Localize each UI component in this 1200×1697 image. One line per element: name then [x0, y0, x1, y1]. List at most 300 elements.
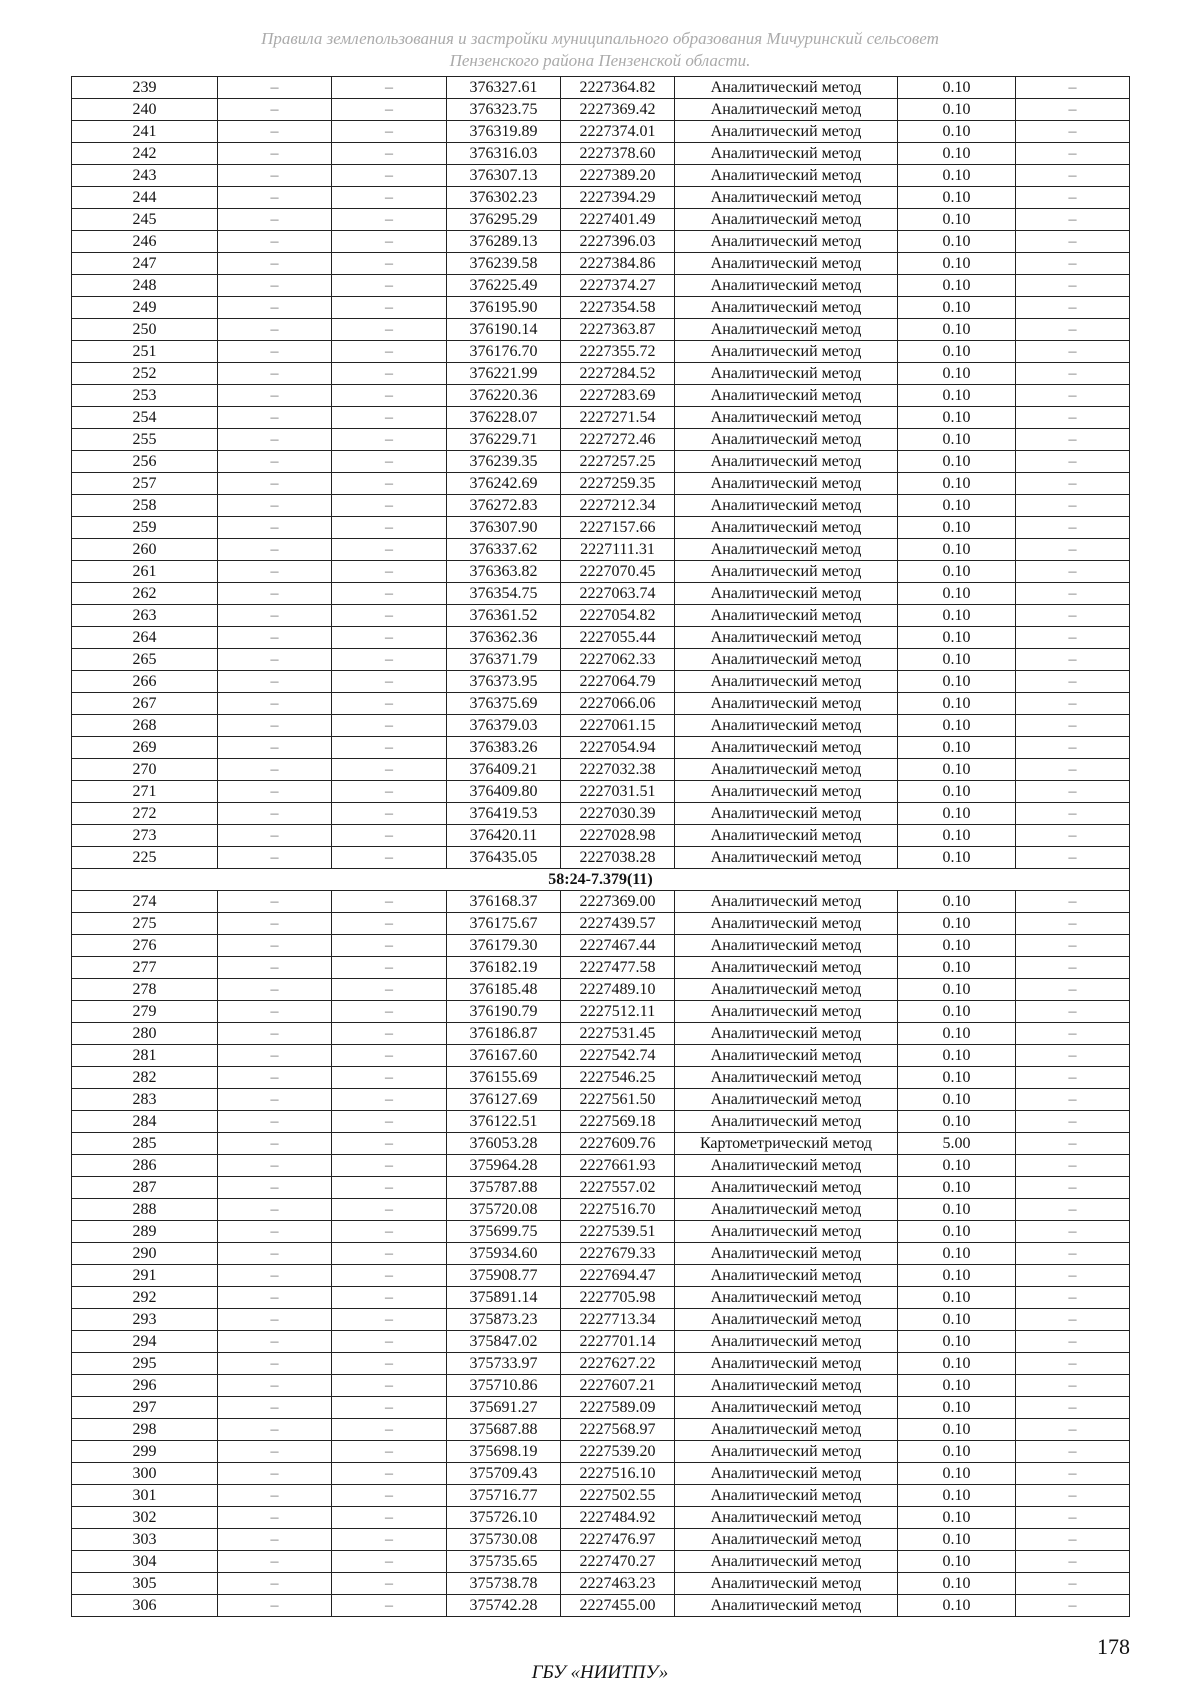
table-cell: Аналитический метод [675, 99, 898, 121]
table-cell: 239 [72, 77, 218, 99]
table-cell: – [1016, 1001, 1130, 1023]
table-cell: – [1016, 979, 1130, 1001]
table-cell: – [332, 363, 447, 385]
table-cell: – [218, 693, 332, 715]
table-row [72, 1551, 1130, 1573]
table-cell: 2227283.69 [561, 385, 675, 407]
table-cell: – [332, 803, 447, 825]
table-cell: 376155.69 [447, 1067, 561, 1089]
table-cell: – [332, 1485, 447, 1507]
table-cell: Аналитический метод [675, 1573, 898, 1595]
table-cell: – [332, 319, 447, 341]
table-cell: 376176.70 [447, 341, 561, 363]
table-cell: – [218, 1419, 332, 1441]
table-cell: – [1016, 1595, 1130, 1617]
table-cell: 253 [72, 385, 218, 407]
table-cell: Аналитический метод [675, 1265, 898, 1287]
table-cell: 0.10 [898, 165, 1016, 187]
table-cell: 2227394.29 [561, 187, 675, 209]
table-cell: – [218, 1243, 332, 1265]
header-line-1: Правила землепользования и застройки муниципального образования Мичуринский сельсовет [261, 29, 939, 48]
table-cell: – [218, 1067, 332, 1089]
table-cell: Аналитический метод [675, 957, 898, 979]
table-cell: – [218, 605, 332, 627]
table-cell: – [332, 671, 447, 693]
table-cell: 2227557.02 [561, 1177, 675, 1199]
table-cell: 376371.79 [447, 649, 561, 671]
table-cell: – [218, 891, 332, 913]
table-cell: – [332, 495, 447, 517]
table-cell: 376179.30 [447, 935, 561, 957]
table-cell: 286 [72, 1155, 218, 1177]
table-cell: – [218, 781, 332, 803]
table-cell: 305 [72, 1573, 218, 1595]
table-cell: 259 [72, 517, 218, 539]
table-cell: 0.10 [898, 1507, 1016, 1529]
table-row [72, 627, 1130, 649]
table-cell: – [1016, 451, 1130, 473]
table-cell: 2227627.22 [561, 1353, 675, 1375]
table-cell: 0.10 [898, 473, 1016, 495]
table-cell: 2227364.82 [561, 77, 675, 99]
table-cell: 261 [72, 561, 218, 583]
table-cell: 375699.75 [447, 1221, 561, 1243]
table-cell: Аналитический метод [675, 209, 898, 231]
table-cell: – [332, 297, 447, 319]
table-cell: – [332, 605, 447, 627]
table-cell: – [1016, 825, 1130, 847]
table-cell: 291 [72, 1265, 218, 1287]
table-cell: – [332, 561, 447, 583]
table-cell: 0.10 [898, 781, 1016, 803]
table-cell: 2227470.27 [561, 1551, 675, 1573]
table-cell: – [332, 1155, 447, 1177]
table-cell: – [218, 1309, 332, 1331]
table-cell: 0.10 [898, 1551, 1016, 1573]
table-cell: 0.10 [898, 1023, 1016, 1045]
table-cell: 376295.29 [447, 209, 561, 231]
table-cell: Аналитический метод [675, 583, 898, 605]
table-cell: – [332, 1089, 447, 1111]
table-cell: Аналитический метод [675, 121, 898, 143]
table-row [72, 121, 1130, 143]
table-cell: 0.10 [898, 693, 1016, 715]
table-cell: 0.10 [898, 407, 1016, 429]
table-cell: – [1016, 209, 1130, 231]
table-cell: 245 [72, 209, 218, 231]
table-cell: – [1016, 737, 1130, 759]
table-row [72, 825, 1130, 847]
table-cell: 2227259.35 [561, 473, 675, 495]
table-cell: 0.10 [898, 451, 1016, 473]
table-cell: – [218, 1265, 332, 1287]
table-cell: Аналитический метод [675, 429, 898, 451]
table-cell: – [218, 715, 332, 737]
table-cell: – [218, 1485, 332, 1507]
table-cell: – [332, 1199, 447, 1221]
table-cell: 375934.60 [447, 1243, 561, 1265]
table-cell: Аналитический метод [675, 1463, 898, 1485]
table-cell: Картометрический метод [675, 1133, 898, 1155]
table-cell: 266 [72, 671, 218, 693]
table-row [72, 715, 1130, 737]
table-cell: Аналитический метод [675, 1045, 898, 1067]
table-cell: 375720.08 [447, 1199, 561, 1221]
table-cell: 274 [72, 891, 218, 913]
table-row [72, 847, 1130, 869]
table-cell: – [332, 1243, 447, 1265]
table-cell: 376185.48 [447, 979, 561, 1001]
table-cell: – [1016, 605, 1130, 627]
table-cell: 375709.43 [447, 1463, 561, 1485]
table-cell: 2227713.34 [561, 1309, 675, 1331]
table-cell: – [332, 1529, 447, 1551]
table-cell: 0.10 [898, 1441, 1016, 1463]
table-row [72, 495, 1130, 517]
table-cell: – [218, 143, 332, 165]
table-cell: – [1016, 957, 1130, 979]
table-cell: 0.10 [898, 319, 1016, 341]
table-row [72, 1463, 1130, 1485]
table-cell: 0.10 [898, 1375, 1016, 1397]
table-cell: – [218, 671, 332, 693]
table-cell: 2227070.45 [561, 561, 675, 583]
table-cell: 2227062.33 [561, 649, 675, 671]
table-cell: 376409.21 [447, 759, 561, 781]
table-cell: – [218, 649, 332, 671]
table-cell: 247 [72, 253, 218, 275]
table-row [72, 1221, 1130, 1243]
table-cell: 2227271.54 [561, 407, 675, 429]
table-cell: 293 [72, 1309, 218, 1331]
table-cell: 0.10 [898, 737, 1016, 759]
table-cell: Аналитический метод [675, 539, 898, 561]
table-cell: Аналитический метод [675, 341, 898, 363]
table-row [72, 671, 1130, 693]
table-cell: 296 [72, 1375, 218, 1397]
table-cell: – [1016, 1353, 1130, 1375]
table-cell: 0.10 [898, 671, 1016, 693]
table-row [72, 1001, 1130, 1023]
table-row [72, 583, 1130, 605]
table-cell: 2227063.74 [561, 583, 675, 605]
table-cell: Аналитический метод [675, 165, 898, 187]
table-cell: 0.10 [898, 231, 1016, 253]
table-cell: 252 [72, 363, 218, 385]
table-cell: 376383.26 [447, 737, 561, 759]
table-cell: Аналитический метод [675, 737, 898, 759]
table-row [72, 649, 1130, 671]
table-cell: 375873.23 [447, 1309, 561, 1331]
table-cell: – [218, 957, 332, 979]
table-cell: 281 [72, 1045, 218, 1067]
table-cell: – [1016, 231, 1130, 253]
table-cell: 376323.75 [447, 99, 561, 121]
table-cell: 0.10 [898, 759, 1016, 781]
table-row [72, 781, 1130, 803]
table-cell: 0.10 [898, 1111, 1016, 1133]
table-cell: – [218, 1507, 332, 1529]
table-cell: 277 [72, 957, 218, 979]
table-cell: 0.10 [898, 715, 1016, 737]
table-cell: – [332, 1375, 447, 1397]
table-cell: – [1016, 891, 1130, 913]
table-cell: – [332, 1177, 447, 1199]
table-cell: – [332, 583, 447, 605]
table-cell: – [218, 825, 332, 847]
table-cell: 2227589.09 [561, 1397, 675, 1419]
table-cell: 376375.69 [447, 693, 561, 715]
table-row [72, 77, 1130, 99]
table-cell: 0.10 [898, 1089, 1016, 1111]
table-body [72, 77, 1130, 1617]
table-cell: 0.10 [898, 341, 1016, 363]
table-row [72, 979, 1130, 1001]
table-cell: – [1016, 1221, 1130, 1243]
table-cell: 375908.77 [447, 1265, 561, 1287]
table-cell: – [1016, 1199, 1130, 1221]
table-cell: 0.10 [898, 1529, 1016, 1551]
table-cell: Аналитический метод [675, 385, 898, 407]
table-cell: 376362.36 [447, 627, 561, 649]
table-cell: 240 [72, 99, 218, 121]
table-cell: 0.10 [898, 187, 1016, 209]
table-cell: – [1016, 649, 1130, 671]
table-cell: – [1016, 1485, 1130, 1507]
table-cell: 258 [72, 495, 218, 517]
table-cell: 376409.80 [447, 781, 561, 803]
table-cell: 2227516.10 [561, 1463, 675, 1485]
table-cell: 300 [72, 1463, 218, 1485]
table-cell: Аналитический метод [675, 605, 898, 627]
table-cell: 298 [72, 1419, 218, 1441]
table-cell: 249 [72, 297, 218, 319]
table-cell: 265 [72, 649, 218, 671]
table-cell: 0.10 [898, 121, 1016, 143]
table-row [72, 913, 1130, 935]
table-cell: Аналитический метод [675, 297, 898, 319]
table-cell: – [332, 1573, 447, 1595]
table-cell: 0.10 [898, 539, 1016, 561]
table-cell: 2227257.25 [561, 451, 675, 473]
table-cell: 376363.82 [447, 561, 561, 583]
table-cell: 0.10 [898, 253, 1016, 275]
table-cell: – [332, 429, 447, 451]
table-cell: 375726.10 [447, 1507, 561, 1529]
table-cell: 375691.27 [447, 1397, 561, 1419]
table-cell: 255 [72, 429, 218, 451]
table-cell: – [1016, 1331, 1130, 1353]
table-cell: Аналитический метод [675, 1419, 898, 1441]
table-cell: – [218, 209, 332, 231]
table-cell: 2227066.06 [561, 693, 675, 715]
table-cell: 376302.23 [447, 187, 561, 209]
table-cell: – [1016, 165, 1130, 187]
section-heading: 58:24-7.379(11) [72, 869, 1130, 891]
table-cell: 376175.67 [447, 913, 561, 935]
table-cell: – [332, 649, 447, 671]
table-cell: – [218, 1397, 332, 1419]
table-row [72, 1353, 1130, 1375]
table-cell: – [218, 407, 332, 429]
table-row [72, 1419, 1130, 1441]
table-cell: 2227607.21 [561, 1375, 675, 1397]
table-cell: 375787.88 [447, 1177, 561, 1199]
table-cell: – [332, 1441, 447, 1463]
table-cell: – [332, 385, 447, 407]
table-row [72, 1199, 1130, 1221]
table-cell: – [218, 1573, 332, 1595]
table-cell: 2227284.52 [561, 363, 675, 385]
table-cell: 0.10 [898, 1287, 1016, 1309]
table-cell: – [332, 825, 447, 847]
table-cell: 2227401.49 [561, 209, 675, 231]
table-cell: 299 [72, 1441, 218, 1463]
table-cell: 243 [72, 165, 218, 187]
table-cell: 2227061.15 [561, 715, 675, 737]
table-cell: 0.10 [898, 363, 1016, 385]
table-cell: 242 [72, 143, 218, 165]
table-cell: 2227701.14 [561, 1331, 675, 1353]
table-cell: – [1016, 561, 1130, 583]
table-cell: – [218, 473, 332, 495]
table-cell: – [332, 1133, 447, 1155]
table-cell: Аналитический метод [675, 561, 898, 583]
table-cell: 276 [72, 935, 218, 957]
table-cell: – [1016, 803, 1130, 825]
table-cell: – [332, 935, 447, 957]
table-cell: – [1016, 1265, 1130, 1287]
table-cell: – [1016, 1375, 1130, 1397]
table-cell: 2227477.58 [561, 957, 675, 979]
table-cell: 0.10 [898, 1309, 1016, 1331]
table-cell: – [332, 143, 447, 165]
table-cell: – [218, 1199, 332, 1221]
table-cell: Аналитический метод [675, 1067, 898, 1089]
table-row [72, 957, 1130, 979]
table-row [72, 1177, 1130, 1199]
table-cell: 292 [72, 1287, 218, 1309]
table-cell: – [1016, 517, 1130, 539]
table-cell: – [218, 1331, 332, 1353]
table-cell: 376220.36 [447, 385, 561, 407]
table-cell: Аналитический метод [675, 451, 898, 473]
table-cell: 376239.35 [447, 451, 561, 473]
table-cell: – [332, 77, 447, 99]
table-cell: – [1016, 77, 1130, 99]
table-cell: 2227467.44 [561, 935, 675, 957]
table-cell: 375847.02 [447, 1331, 561, 1353]
table-cell: 2227054.94 [561, 737, 675, 759]
table-cell: 2227157.66 [561, 517, 675, 539]
table-cell: – [332, 407, 447, 429]
table-cell: – [332, 231, 447, 253]
header-line-2: Пензенского района Пензенской области. [449, 51, 751, 70]
table-cell: – [332, 1397, 447, 1419]
table-cell: – [332, 1331, 447, 1353]
table-cell: 0.10 [898, 1331, 1016, 1353]
table-cell: 2227661.93 [561, 1155, 675, 1177]
table-cell: – [332, 781, 447, 803]
table-row [72, 1089, 1130, 1111]
table-cell: 2227476.97 [561, 1529, 675, 1551]
table-cell: – [332, 715, 447, 737]
table-cell: Аналитический метод [675, 275, 898, 297]
table-row [72, 363, 1130, 385]
table-row [72, 187, 1130, 209]
table-row [72, 1133, 1130, 1155]
table-cell: – [332, 847, 447, 869]
table-cell: – [1016, 715, 1130, 737]
table-row [72, 165, 1130, 187]
table-cell: Аналитический метод [675, 319, 898, 341]
table-cell: 375716.77 [447, 1485, 561, 1507]
table-cell: 2227512.11 [561, 1001, 675, 1023]
table-cell: 2227212.34 [561, 495, 675, 517]
table-cell: 2227539.51 [561, 1221, 675, 1243]
table-cell: 246 [72, 231, 218, 253]
table-cell: – [1016, 1529, 1130, 1551]
table-cell: 251 [72, 341, 218, 363]
table-cell: 375730.08 [447, 1529, 561, 1551]
table-cell: – [1016, 627, 1130, 649]
table-cell: 376361.52 [447, 605, 561, 627]
table-cell: – [218, 99, 332, 121]
table-cell: – [218, 253, 332, 275]
table-cell: – [1016, 1441, 1130, 1463]
table-cell: Аналитический метод [675, 1243, 898, 1265]
table-cell: – [218, 165, 332, 187]
table-row [72, 1507, 1130, 1529]
table-row [72, 275, 1130, 297]
table-cell: – [218, 913, 332, 935]
table-cell: 264 [72, 627, 218, 649]
table-cell: – [218, 1529, 332, 1551]
table-cell: Аналитический метод [675, 517, 898, 539]
table-cell: Аналитический метод [675, 1529, 898, 1551]
table-cell: – [1016, 935, 1130, 957]
table-cell: – [218, 1221, 332, 1243]
table-cell: – [1016, 1023, 1130, 1045]
table-cell: – [218, 429, 332, 451]
table-row [72, 605, 1130, 627]
table-cell: 2227389.20 [561, 165, 675, 187]
table-cell: – [332, 1507, 447, 1529]
table-cell: 375964.28 [447, 1155, 561, 1177]
table-row [72, 1287, 1130, 1309]
table-row [72, 1595, 1130, 1617]
table-cell: – [1016, 1089, 1130, 1111]
table-row [72, 143, 1130, 165]
table-row [72, 1309, 1130, 1331]
table-cell: 2227705.98 [561, 1287, 675, 1309]
table-cell: – [1016, 539, 1130, 561]
table-cell: 2227374.27 [561, 275, 675, 297]
table-cell: – [332, 473, 447, 495]
table-cell: 376167.60 [447, 1045, 561, 1067]
table-cell: 2227064.79 [561, 671, 675, 693]
table-cell: 376354.75 [447, 583, 561, 605]
table-cell: – [218, 1177, 332, 1199]
table-cell: 2227369.00 [561, 891, 675, 913]
table-cell: 2227463.23 [561, 1573, 675, 1595]
table-cell: – [218, 319, 332, 341]
table-cell: 2227028.98 [561, 825, 675, 847]
table-cell: 376373.95 [447, 671, 561, 693]
table-cell: 0.10 [898, 495, 1016, 517]
table-cell: – [332, 451, 447, 473]
table-cell: – [1016, 1133, 1130, 1155]
